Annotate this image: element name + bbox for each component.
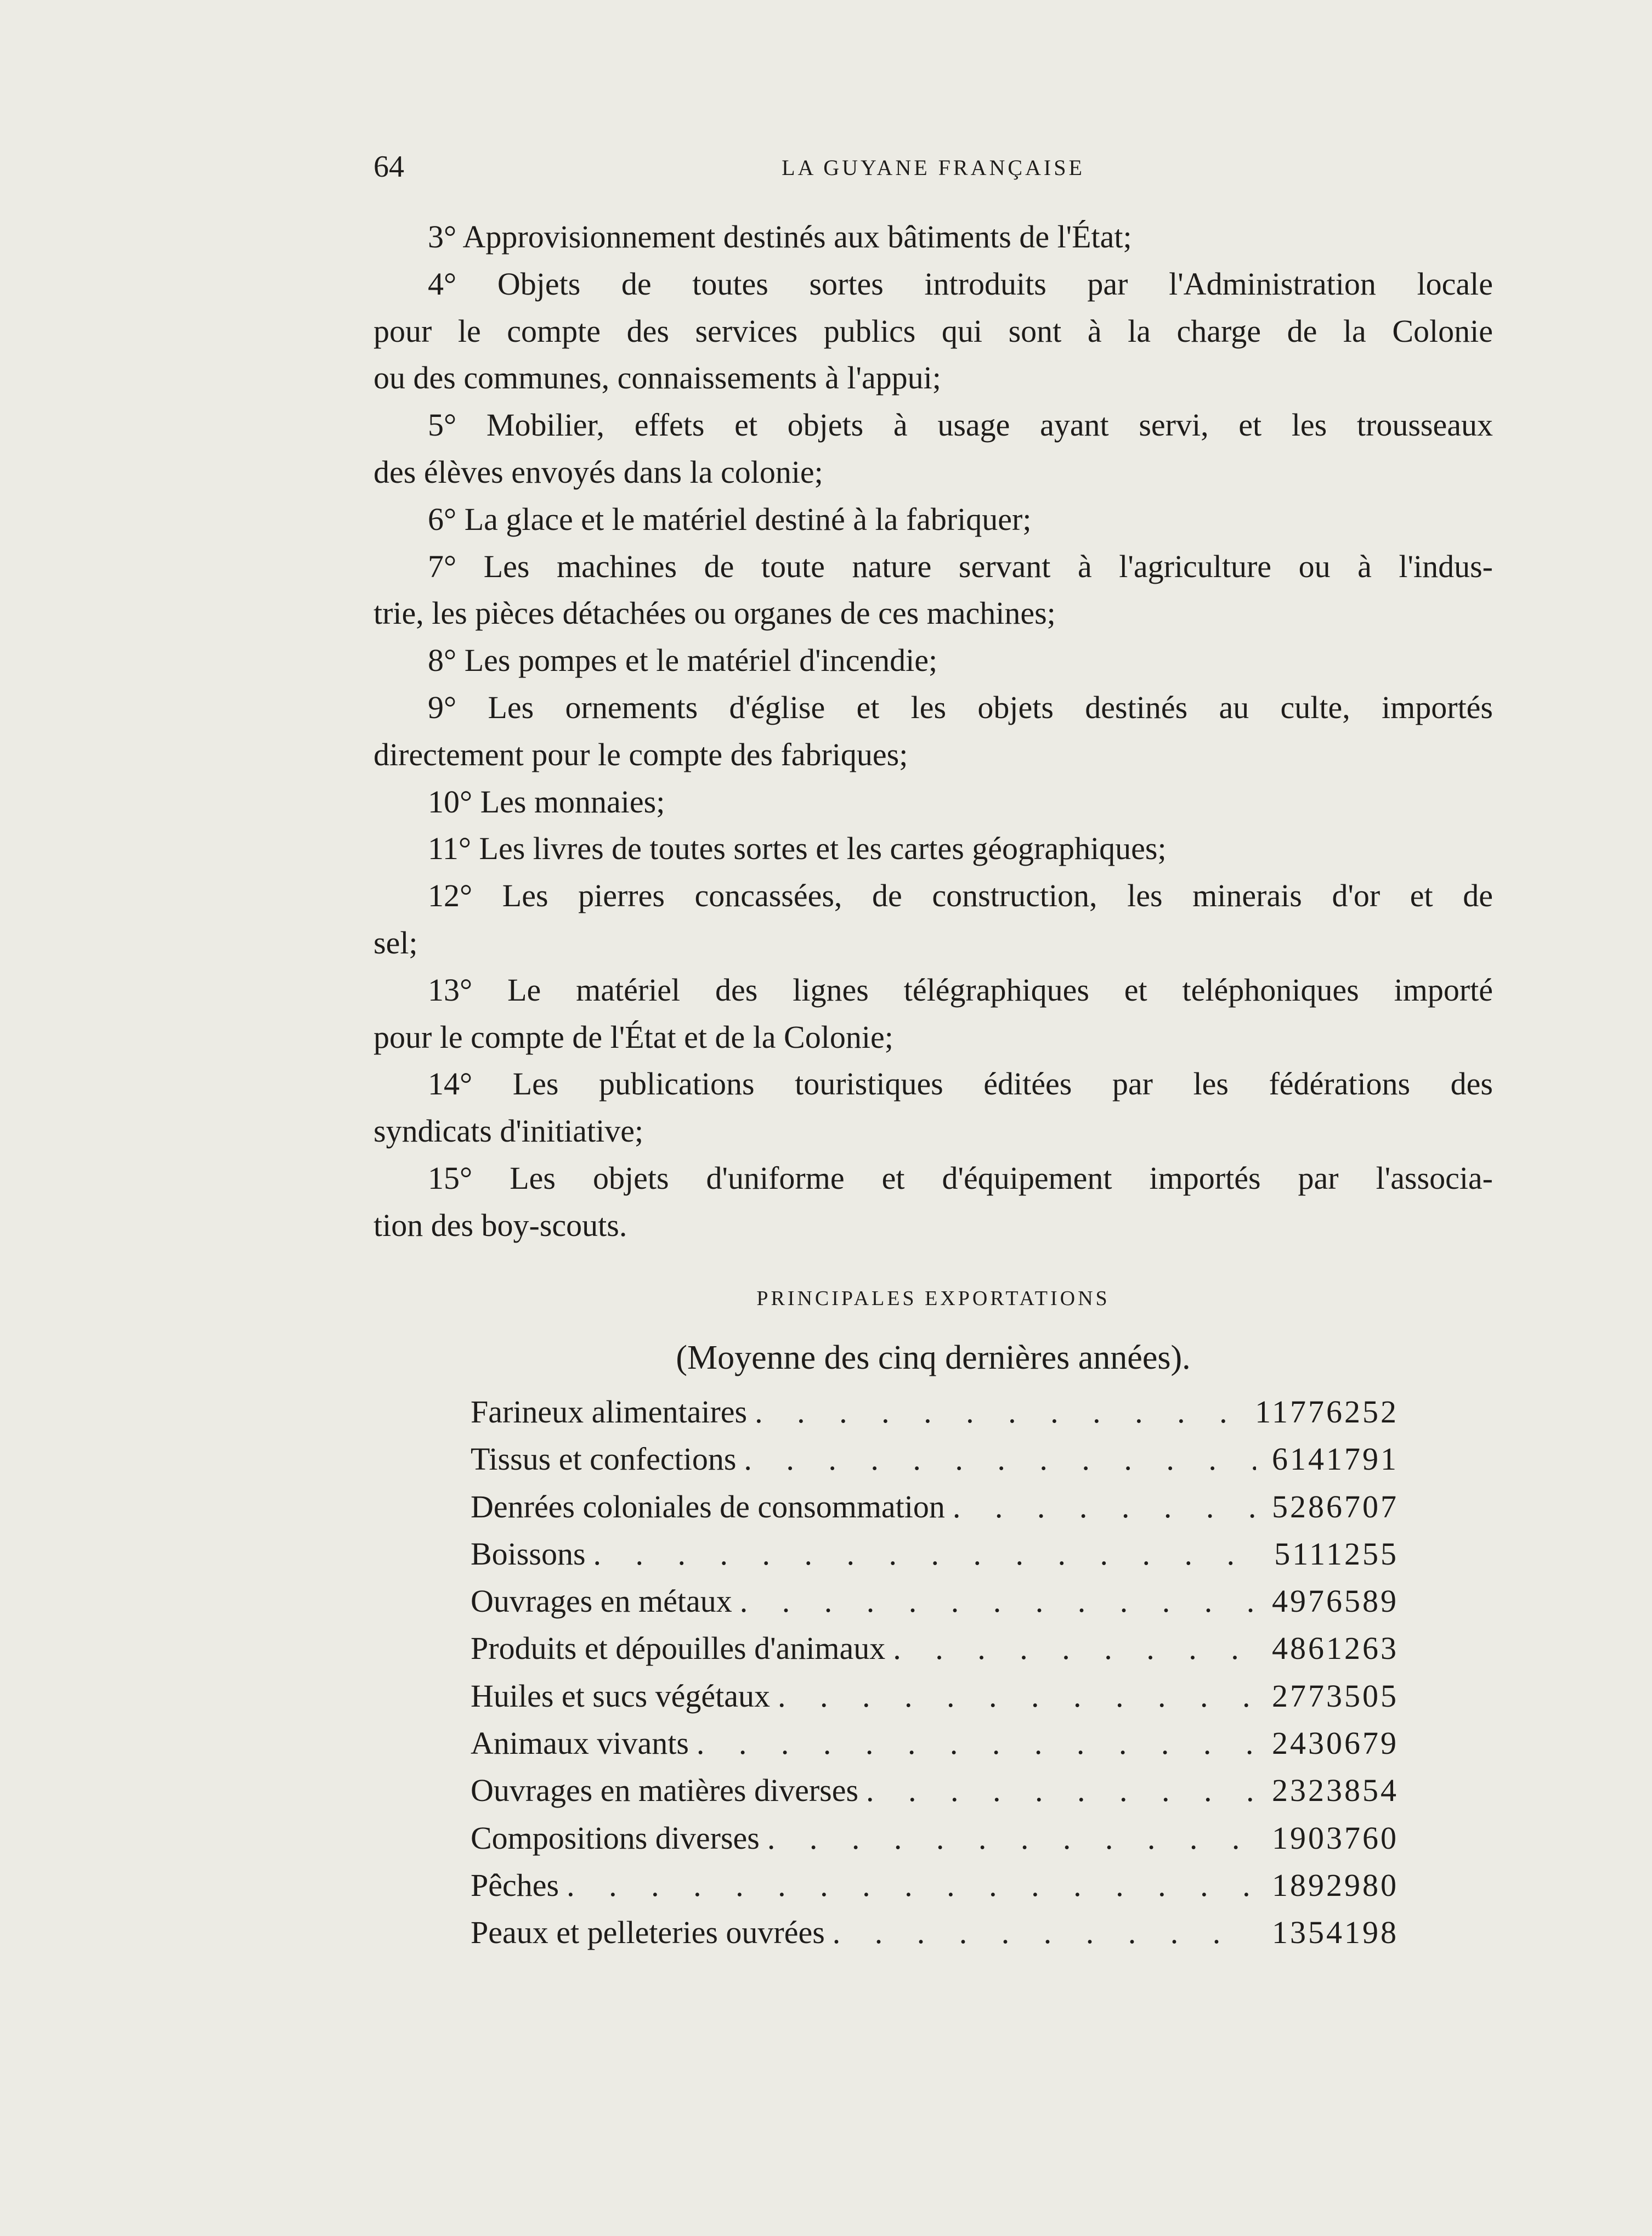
paragraph-line: 13° Le matériel des lignes télégraphiques et teléphoniques importé <box>428 972 1493 1008</box>
row-value: 2323854 <box>1272 1772 1399 1809</box>
row-label: Tissus et confections <box>471 1441 737 1477</box>
paragraph-line: sel; <box>374 924 418 961</box>
paragraph-line: des élèves envoyés dans la colonie; <box>374 454 823 490</box>
table-row <box>471 1625 1399 1672</box>
table-row <box>471 1436 1399 1483</box>
table-row <box>471 1673 1399 1720</box>
dot-leader <box>586 1531 1256 1578</box>
exports-table <box>471 1388 1399 1957</box>
paragraph-line: 10° Les monnaies; <box>428 783 665 820</box>
paragraph-line: ou des communes, connaissements à l'appui; <box>374 360 941 396</box>
row-label: Boissons <box>471 1535 586 1572</box>
paragraph-line: directement pour le compte des fabriques; <box>374 736 908 772</box>
row-value: 2773505 <box>1272 1678 1399 1714</box>
row-value: 4861263 <box>1272 1630 1399 1667</box>
row-label: Denrées coloniales de consommation <box>471 1488 945 1524</box>
running-header <box>374 149 1493 184</box>
row-label: Produits et dépouilles d'animaux <box>471 1630 886 1667</box>
table-row <box>471 1531 1399 1578</box>
row-value: 1903760 <box>1272 1820 1399 1856</box>
paragraph-line: 14° Les publications touristiques éditées par les fédérations des <box>428 1066 1493 1102</box>
dot-leader <box>760 1815 1256 1862</box>
paragraph-line: 15° Les objets d'uniforme et d'équipement importés par l'associa- <box>428 1160 1493 1196</box>
paragraph-line: 7° Les machines de toute nature servant à l'agriculture ou à l'indus- <box>428 548 1493 584</box>
dot-leader <box>559 1862 1256 1909</box>
row-label: Ouvrages en métaux <box>471 1583 732 1619</box>
row-label: Peaux et pelleteries ouvrées <box>471 1915 825 1951</box>
row-label: Animaux vivants <box>471 1725 689 1761</box>
row-value: 1892980 <box>1272 1867 1399 1903</box>
dot-leader <box>858 1767 1256 1814</box>
dot-leader <box>770 1673 1256 1720</box>
paragraph-line: 12° Les pierres concassées, de construction, les minerais d'or et de <box>428 878 1493 914</box>
dot-leader <box>736 1436 1256 1483</box>
table-row <box>471 1720 1399 1767</box>
row-value: 11776252 <box>1255 1394 1399 1430</box>
dot-leader <box>945 1483 1256 1531</box>
table-row <box>471 1862 1399 1909</box>
dot-leader <box>732 1578 1256 1625</box>
row-value: 5111255 <box>1274 1535 1399 1572</box>
row-value: 2430679 <box>1272 1725 1399 1761</box>
paragraph-line: 11° Les livres de toutes sortes et les cartes géographiques; <box>428 831 1167 867</box>
table-row <box>471 1388 1399 1436</box>
row-label: Farineux alimentaires <box>471 1394 748 1430</box>
paragraph-line: syndicats d'initiative; <box>374 1113 644 1149</box>
dot-leader <box>747 1388 1249 1436</box>
body-text <box>374 213 1493 1249</box>
dot-leader <box>689 1720 1256 1767</box>
paragraph-line: 3° Approvisionnement destinés aux bâtiments de l'État; <box>428 219 1132 255</box>
paragraph-line: 9° Les ornements d'église et les objets destinés au culte, importés <box>428 689 1493 725</box>
dot-leader <box>825 1909 1256 1956</box>
paragraph-line: trie, les pièces détachées ou organes de ces machines; <box>374 595 1056 631</box>
paragraph-line: tion des boy-scouts. <box>374 1207 627 1243</box>
table-row <box>471 1767 1399 1814</box>
section-subtitle: (Moyenne des cinq dernières années). <box>676 1339 1191 1376</box>
row-label: Ouvrages en matières diverses <box>471 1772 859 1809</box>
section-heading: PRINCIPALES EXPORTATIONS <box>756 1287 1110 1310</box>
paragraph-line: 4° Objets de toutes sortes introduits par l'Administration locale <box>428 266 1493 302</box>
table-row <box>471 1578 1399 1625</box>
row-value: 1354198 <box>1272 1915 1399 1951</box>
paragraph-line: 6° La glace et le matériel destiné à la fabriquer; <box>428 501 1032 537</box>
row-value: 6141791 <box>1272 1441 1399 1477</box>
dot-leader <box>885 1625 1256 1672</box>
row-label: Compositions diverses <box>471 1820 760 1856</box>
paragraph-line: 5° Mobilier, effets et objets à usage ayant servi, et les trousseaux <box>428 407 1493 443</box>
paragraph-line: 8° Les pompes et le matériel d'incendie; <box>428 642 938 679</box>
table-row <box>471 1483 1399 1531</box>
page-number: 64 <box>374 150 404 184</box>
table-row <box>471 1815 1399 1862</box>
paragraph-line: pour le compte des services publics qui sont à la charge de la Colonie <box>374 313 1493 349</box>
row-value: 4976589 <box>1272 1583 1399 1619</box>
row-label: Huiles et sucs végétaux <box>471 1678 771 1714</box>
running-title: LA GUYANE FRANÇAISE <box>782 155 1085 180</box>
table-row <box>471 1909 1399 1956</box>
row-label: Pêches <box>471 1867 559 1903</box>
paragraph-line: pour le compte de l'État et de la Colonie; <box>374 1019 893 1055</box>
row-value: 5286707 <box>1272 1488 1399 1524</box>
